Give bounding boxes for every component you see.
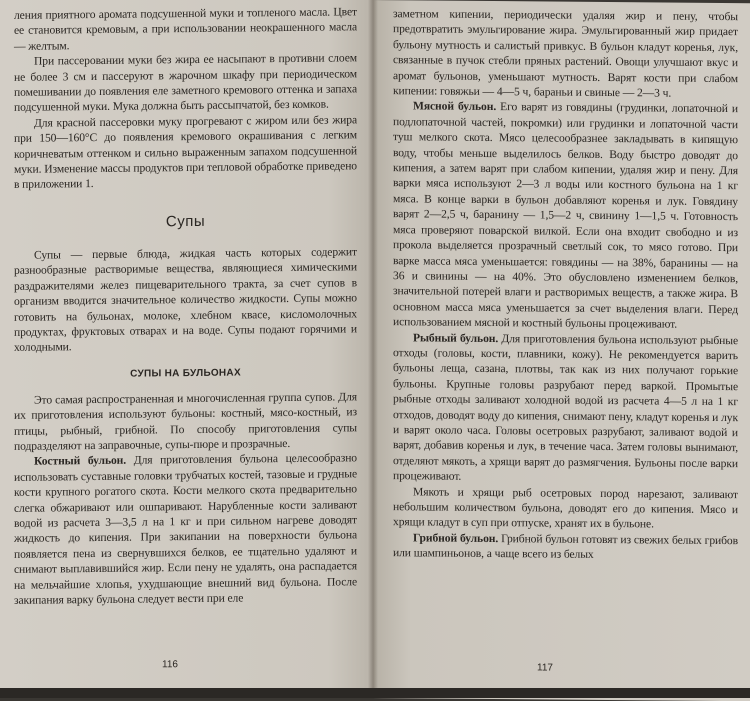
run-in-heading: Мясной бульон.	[413, 99, 497, 114]
subsection-title: СУПЫ НА БУЛЬОНАХ	[130, 367, 241, 380]
paragraph	[393, 530, 738, 564]
paragraph-text: Грибной бульон готовят из свежих белых грибов или шампиньонов, а чаще всего из белых	[393, 531, 739, 562]
paragraph	[393, 99, 738, 333]
paragraph-text: Для приготовления бульона используют рыбные отходы (головы, кости, плавники, кожу). Не рекомендуется варить бульоны леща, сазана, плотвы, так как из них получают горькие бульоны. Крупные головы разрубают перед варкой. Промытые рыбные отходы заливают холодной водой из расчета 4—5 л на 1 кг отходов, доводят воду до кипения, снимают пену, кладут коренья и лук и варят около часа. Головы осетровых разрубают, заливают водой и варят, добавив коренья и лук, в течение часа. Затем головы вынимают, отделяют мякоть, а хрящи варят до размягчения. Бульоны после варки процеживают.	[393, 331, 739, 483]
paragraph: Это самая распространенная и многочисленная группа супов. Для их приготовления используют бульоны: костный, мясо-костный, из птицы, рыбный, грибной. По способу приготовления супы подразделяют на заправочные, супы-пюре и прозрачные.	[14, 389, 357, 453]
page-number: 116	[162, 659, 178, 671]
section-title: Супы	[165, 212, 206, 231]
paragraph: ления приятного аромата подсушенной муки и топленого масла. Цвет ее становится кремовым, а при использовании неокрашенного масла — желтым.	[14, 5, 357, 53]
paragraph	[14, 451, 357, 609]
paragraph: Супы — первые блюда, жидкая часть которых содержит разнообразные растворимые вещества, являющиеся химическими раздражителями желез пищеварительного тракта, за счет супов в организм вводится значительное количество жидкости. Супы можно готовить на бульонах, молоке, хлебном квасе, кисломолочных продуктах, фруктовых отварах и на воде. Супы подают горячими и холодными.	[14, 245, 357, 355]
paragraph-text: Для приготовления бульона целесообразно использовать суставные головки трубчатых костей, тазовые и грудные кости крупного рогатого скота. Кости мелкого скота предварительно слегка обжаривают или ошпаривают. Нарубленные кости заливают водой из расчета 3—3,5 л на 1 кг и при сильном нагреве доводят жидкость до кипения. При закипании на поверхности бульона появляется пена из свернувшихся белков, ее тщательно удаляют и снимают выплавившийся жир. Если пену не удалять, она распадается на мельчайшие хлопья, ухудшающие внешний вид бульона. После закипания варку бульона следует вести при еле	[14, 451, 358, 607]
run-in-heading: Грибной бульон.	[413, 531, 499, 545]
left-page	[0, 0, 373, 698]
run-in-heading: Рыбный бульон.	[413, 330, 499, 345]
table-surface	[0, 688, 750, 698]
right-page	[373, 0, 750, 701]
paragraph: Для красной пассеровки муку прогревают с жиром или без жира при 150—160°С до появления кремового окрашивания с легким коричневатым оттенком и сильно выраженным запахом подсушенной муки. Изменение массы продуктов при тепловой обработке приведено в приложении 1.	[14, 113, 357, 192]
paragraph-text: Его варят из говядины (грудинки, лопаточной и подлопаточной частей, покромки) или грудинки и лопаточной части туш мелкого скота. Мясо целесообразнее закладывать в кипящую воду, чтобы меньше выделилось белков. Воду быстро доводят до кипения, а затем варят при слабом кипении, удаляя жир и пену. Для варки мяса используют 2—3 л воды или костного бульона на 1 кг мяса. В конце варки в бульон добавляют коренья и лук. Говядину варят 2—2,5 ч, баранину — 1,5—2 ч, свинину 1—1,5 ч. Готовность мяса проверяют поварской вилкой. Если она входит свободно и из прокола выделяется прозрачный светлый сок, то мясо готово. При варке масса мяса уменьшается: говядины — на 38%, баранины — на 36 и свинины — на 40%. Это обусловлено изменением белков, значительной потерей влаги и растворимых веществ, а также жира. В основном масса мяса уменьшается за счет выделения влаги. Перед использованием мясной и костный бульоны процеживают.	[393, 100, 738, 331]
paragraph: Мякоть и хрящи рыб осетровых пород нарезают, заливают небольшим количеством бульона, доводят его до кипения. Мясо и хрящи кладут в суп при отпуске, хранят их в бульоне.	[393, 484, 738, 531]
paragraph	[393, 330, 738, 487]
run-in-heading: Костный бульон.	[34, 454, 127, 468]
paragraph: заметном кипении, периодически удаляя жир и пену, чтобы предотвратить эмульгирование жира. Эмульгированный жир придает бульону мутность и салистый привкус. В бульон кладут коренья, лук, связанные в пучок стебли пряных растений. Овощи улучшают вкус и аромат бульонов, уменьшают мутность. Варят кости при слабом кипении: говяжьи — 4—5 ч, бараньи и свиные — 2—3 ч.	[393, 7, 738, 100]
paragraph: При пассеровании муки без жира ее насыпают в противни слоем не более 3 см и пассеруют в жарочном шкафу при периодическом помешивании до появления еле заметного кремового оттенка и запаха подсушенной муки. Мука должна быть рассыпчатой, без комков.	[14, 51, 357, 115]
book-gutter	[368, 0, 378, 698]
page-number: 117	[537, 662, 553, 674]
